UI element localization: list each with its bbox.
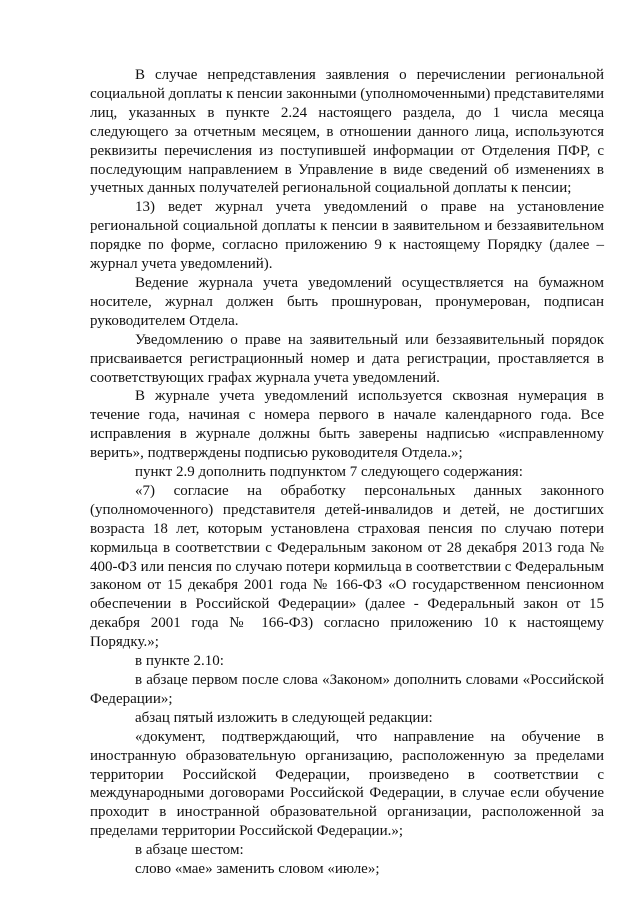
paragraph-2: 13) ведет журнал учета уведомлений о праве на установление региональной социальной доплаты к пенсии в заявительном и беззаявительном порядке по форме, согласно приложению 9 к настоящему Порядку (далее – журнал учета уведомлений). — [90, 199, 604, 273]
paragraph-12: в абзаце шестом: — [135, 842, 244, 859]
paragraph-6: пункт 2.9 дополнить подпунктом 7 следующего содержания: — [135, 464, 523, 481]
paragraph-4: Уведомлению о праве на заявительный или беззаявительный порядок присваивается регистрационный номер и дата регистрации, проставляется в соответствующих графах журнала учета уведомлений. — [90, 331, 604, 386]
paragraph-7: «7) согласие на обработку персональных данных законного (уполномоченного) представителя детей-инвалидов и детей, не достигших возраста 18 лет, которым установлена страховая пенсия по случаю потери кормильца в соответствии с Федеральным законом от 28 декабря 2013 года № 400-ФЗ или пенсия по случаю потери кормильца в соответствии с Федеральным законом от 15 декабря 2001 года № 166-ФЗ «О государственном пенсионном обеспечении в Российской Федерации» (далее - Федеральный закон от 15 декабря 2001 года № 166-ФЗ) согласно приложению 10 к настоящему Порядку.»; — [90, 482, 604, 651]
paragraph-8: в пункте 2.10: — [135, 653, 224, 670]
paragraph-1: В случае непредставления заявления о перечислении региональной социальной доплаты к пенсии законными (уполномоченными) представителями лиц, указанных в пункте 2.24 настоящего раздела, до 1 числа месяца следующего за отчетным месяцем, в отношении данного лица, используются реквизиты перечисления из поступившей информации от Отделения ПФР, с последующим направлением в Управление в виде сведений об изменениях в учетных данных получателей региональной социальной доплаты к пенсии; — [90, 67, 604, 197]
paragraph-11: «документ, подтверждающий, что направление на обучение в иностранную образовательную организацию, расположенную за пределами территории Российской Федерации, произведено в соответствии с международными договорами Российской Федерации, в случае если обучение проходит в иностранной образовательной организации, расположенной за пределами территории Российской Федерации.»; — [90, 728, 604, 840]
paragraph-3: Ведение журнала учета уведомлений осуществляется на бумажном носителе, журнал должен быть прошнурован, пронумерован, подписан руководителем Отдела. — [90, 274, 604, 329]
paragraph-5: В журнале учета уведомлений используется сквозная нумерация в течение года, начиная с номера первого в начале календарного года. Все исправления в журнале должны быть заверены надписью «исправленному верить», подтверждены подписью руководителя Отдела.»; — [90, 388, 604, 462]
paragraph-13: слово «мае» заменить словом «июле»; — [135, 861, 380, 878]
document-page — [90, 66, 604, 879]
paragraph-9: в абзаце первом после слова «Законом» дополнить словами «Российской Федерации»; — [90, 672, 604, 707]
paragraph-10: абзац пятый изложить в следующей редакции: — [135, 709, 433, 726]
